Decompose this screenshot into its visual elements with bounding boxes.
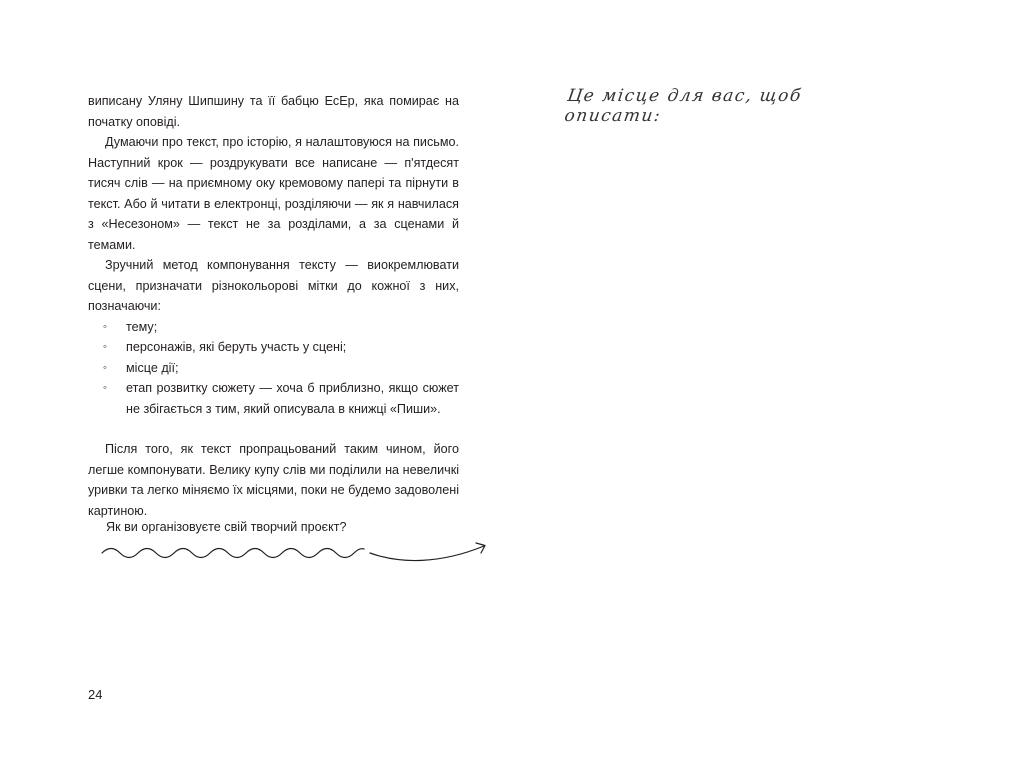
list-item-text: місце дії;: [126, 360, 179, 375]
list-item: [88, 317, 459, 338]
label-list: [88, 317, 459, 420]
handwritten-note: Це місце для вас, щоб описати:: [563, 86, 804, 126]
paragraph-3: Зручний метод компонування тексту — виокремлювати сцени, призначати різнокольорові мітки до кожної з них, позначаючи:: [88, 258, 459, 313]
curved-arrow-icon: [370, 543, 485, 561]
list-item-text: етап розвитку сюжету — хоча б приблизно, якщо сюжет не збігається з тим, який описувала в книжці «Пиши».: [126, 381, 459, 416]
list-item: [88, 378, 459, 419]
bullet-icon: ◦: [103, 361, 107, 374]
paragraph-4: Після того, як текст пропрацьований таким чином, його легше компонувати. Велику купу слів ми поділили на невеличкі уривки та легко міняємо їх місцями, поки не будемо задоволені картиною.: [88, 442, 459, 518]
list-item-text: персонажів, які беруть участь у сцені;: [126, 340, 347, 354]
bullet-icon: ◦: [103, 382, 107, 394]
list-item: [88, 358, 459, 379]
bullet-icon: ◦: [103, 341, 107, 353]
wavy-line-icon: [102, 549, 364, 558]
list-item: [88, 337, 459, 358]
page-number: 24: [88, 687, 103, 702]
list-item-text: тему;: [126, 319, 158, 334]
paragraph-1: виписану Уляну Шипшину та її бабцю ЕсЕр, яка помирає на початку оповіді.: [88, 94, 459, 129]
bullet-icon: ◦: [103, 320, 107, 333]
question-prompt: Як ви організовуєте свій творчий проєкт?: [106, 520, 347, 534]
paragraph-2: Думаючи про текст, про історію, я налаштовуюся на письмо. Наступний крок — роздрукувати все написане — п'ятдесят тисяч слів — на приємному оку кремовому папері та пірнути в текст. Або й читати в електронці, розділяючи — як я навчилася з «Несезоном» — текст не за розділами, а за сценами й темами.: [88, 135, 459, 252]
left-page-text: [88, 91, 459, 521]
spacer: [88, 419, 459, 439]
doodle-lines: [100, 536, 495, 566]
